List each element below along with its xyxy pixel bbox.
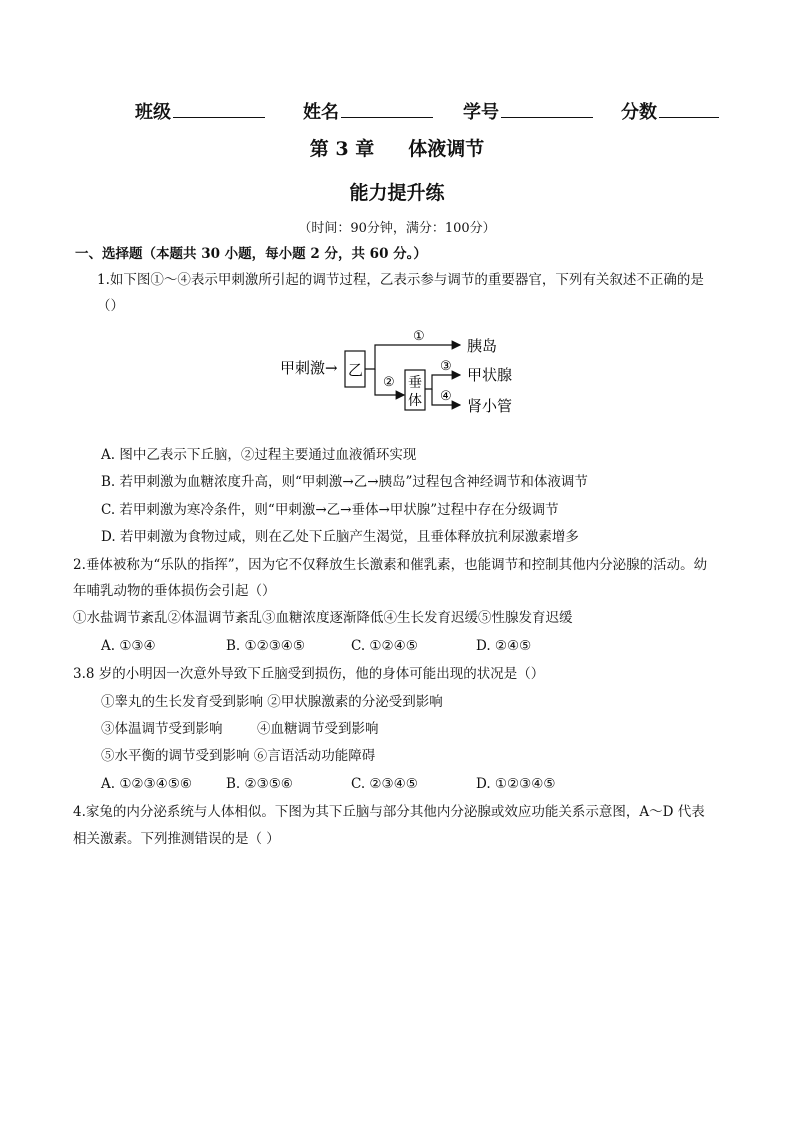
q1-regulation-diagram xyxy=(270,325,540,420)
diagram-organ-yi: 乙 xyxy=(348,361,364,379)
q3-option-b: B. ②③⑤⑥ xyxy=(226,776,293,792)
q2-option-c: C. ①②④⑤ xyxy=(351,638,418,654)
chapter-topic: 体液调节 xyxy=(408,138,485,160)
name-field xyxy=(303,98,433,124)
q3-items-row2b: ④血糖调节受到影响 xyxy=(257,721,379,737)
q2-items: ①水盐调节紊乱②体温调节紊乱③血糖浓度逐渐降低④生长发育迟缓⑤性腺发育迟缓 xyxy=(73,610,573,626)
q2-option-a: A. ①③④ xyxy=(101,638,156,654)
diagram-num-3: ③ xyxy=(440,359,452,374)
q3-items-row2a: ③体温调节受到影响 xyxy=(101,721,223,737)
q2-option-b: B. ①②③④⑤ xyxy=(226,638,306,654)
diagram-pituitary-2: 体 xyxy=(408,393,422,409)
student-id-label: 学号 xyxy=(463,102,499,123)
class-blank[interactable] xyxy=(173,99,265,118)
diagram-target-thyroid: 甲状腺 xyxy=(467,366,513,384)
q2-stem-line1: 2.垂体被称为“乐队的指挥”，因为它不仅释放生长激素和催乳素，也能调节和控制其他内分泌腺的活动。幼 xyxy=(73,557,708,573)
q3-option-c: C. ②③④⑤ xyxy=(351,776,418,792)
score-label: 分数 xyxy=(621,102,657,123)
q3-items-row1: ①睾丸的生长发育受到影响 ②甲状腺激素的分泌受到影响 xyxy=(101,694,443,710)
q4-stem-line2: 相关激素。下列推测错误的是（ ） xyxy=(73,831,280,847)
section-heading: 一、选择题（本题共 30 小题，每小题 2 分，共 60 分。） xyxy=(75,246,427,262)
exam-meta: （时间：90分钟，满分：100分） xyxy=(298,221,496,236)
diagram-target-islet: 胰岛 xyxy=(467,337,498,355)
q3-items-row3: ⑤水平衡的调节受到影响 ⑥言语活动功能障碍 xyxy=(101,748,376,764)
diagram-target-kidney: 肾小管 xyxy=(467,397,513,415)
student-id-field xyxy=(463,98,593,124)
student-id-blank[interactable] xyxy=(501,99,593,118)
q1-stem-line2: （） xyxy=(97,298,124,314)
q1-option-d: D. 若甲刺激为食物过咸，则在乙处下丘脑产生渴觉，且垂体释放抗利尿激素增多 xyxy=(101,529,579,545)
diagram-arrow-3 xyxy=(425,375,460,389)
q1-option-a: A. 图中乙表示下丘脑，②过程主要通过血液循环实现 xyxy=(101,447,417,463)
diagram-num-1: ① xyxy=(413,329,425,344)
q1-option-b: B. 若甲刺激为血糖浓度升高，则“甲刺激→乙→胰岛”过程包含神经调节和体液调节 xyxy=(101,474,588,490)
score-blank[interactable] xyxy=(659,99,719,118)
class-field xyxy=(135,98,265,124)
diagram-pituitary-1: 垂 xyxy=(408,375,422,391)
q3-stem: 3.8 岁的小明因一次意外导致下丘脑受到损伤，他的身体可能出现的状况是（） xyxy=(73,666,545,682)
score-field xyxy=(621,98,719,124)
q3-option-a: A. ①②③④⑤⑥ xyxy=(101,776,192,792)
diagram-stimulus: 甲刺激→ xyxy=(280,359,338,377)
name-label: 姓名 xyxy=(303,102,339,123)
q2-option-d: D. ②④⑤ xyxy=(476,638,532,654)
q4-stem-line1: 4.家兔的内分泌系统与人体相似。下图为其下丘脑与部分其他内分泌腺或效应功能关系示意图，A～D 代表 xyxy=(73,804,705,820)
q2-stem-line2: 年哺乳动物的垂体损伤会引起（） xyxy=(73,583,276,599)
page-subtitle: 能力提升练 xyxy=(349,182,445,204)
q1-option-c: C. 若甲刺激为寒冷条件，则“甲刺激→乙→垂体→甲状腺”过程中存在分级调节 xyxy=(101,502,559,518)
name-blank[interactable] xyxy=(341,99,433,118)
class-label: 班级 xyxy=(135,102,171,123)
q3-option-d: D. ①②③④⑤ xyxy=(476,776,556,792)
q1-stem-line1: 1.如下图①～④表示甲刺激所引起的调节过程，乙表示参与调节的重要器官，下列有关叙述不正确的是 xyxy=(97,272,704,288)
diagram-num-4: ④ xyxy=(440,389,452,404)
chapter-label: 第 3 章 xyxy=(309,138,375,160)
page-title xyxy=(0,134,794,161)
diagram-num-2: ② xyxy=(383,375,395,390)
